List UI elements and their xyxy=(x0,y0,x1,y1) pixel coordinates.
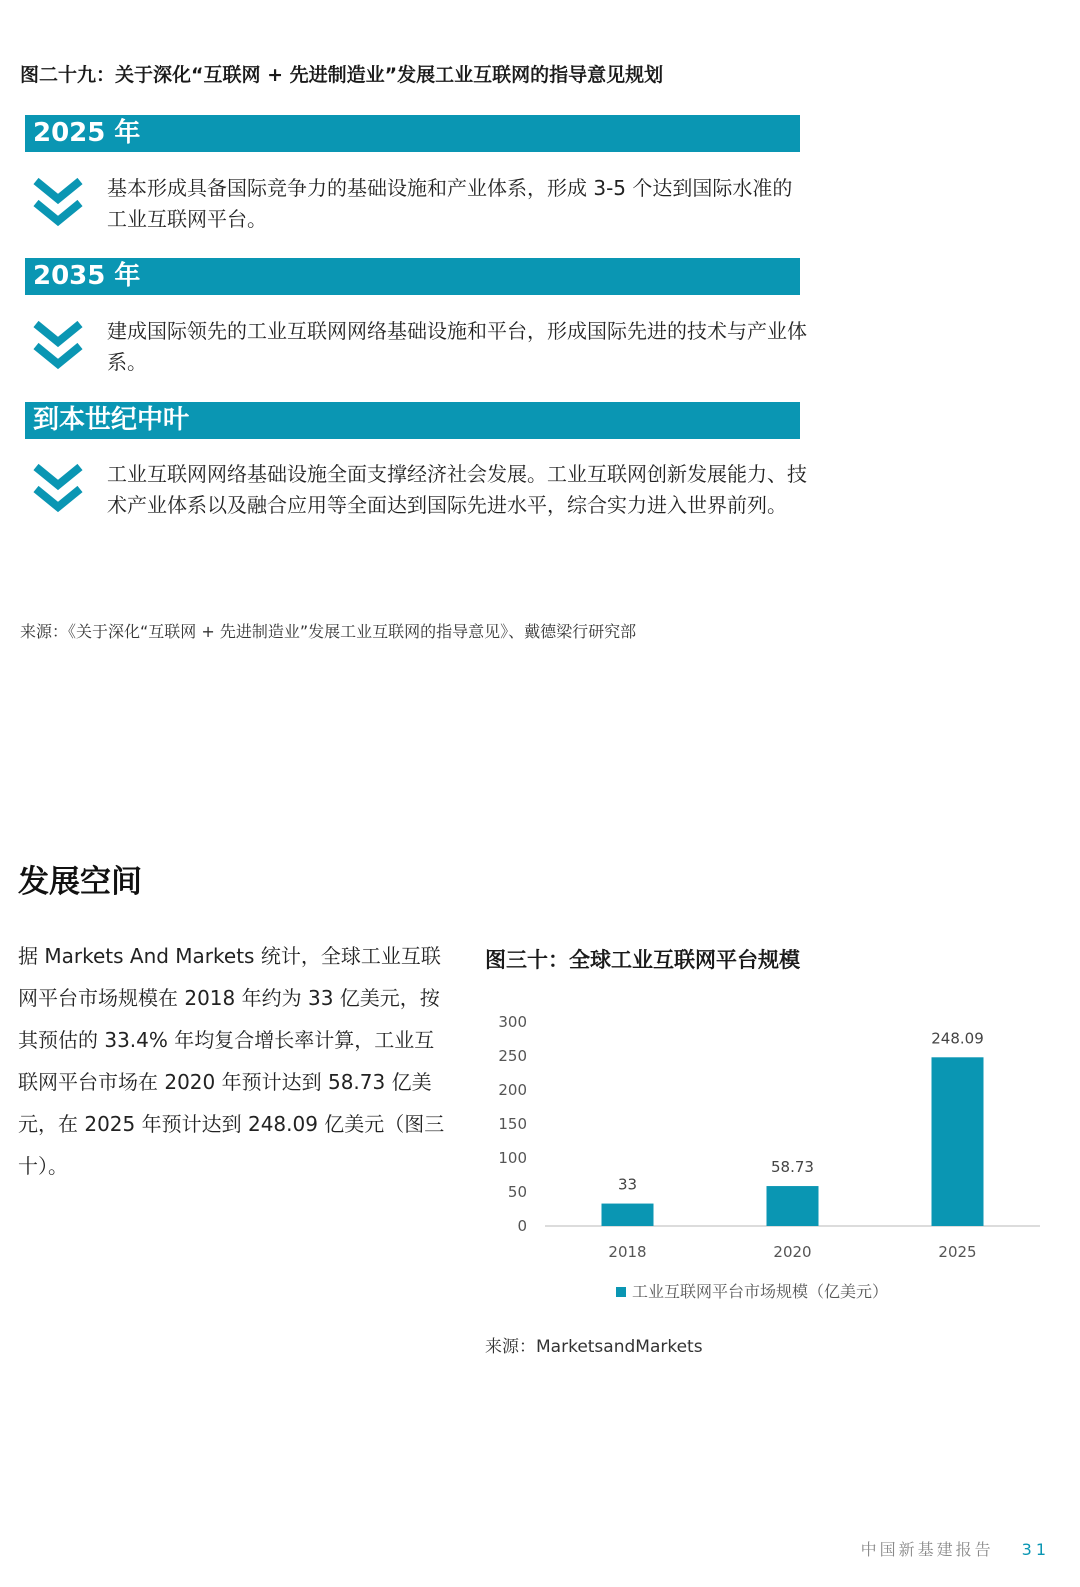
section-heading-2035: 2035 年 xyxy=(25,258,800,295)
legend-swatch xyxy=(616,1287,626,1297)
page-number: 31 xyxy=(1021,1540,1050,1559)
figure-30-source: 来源：MarketsandMarkets xyxy=(485,1337,703,1357)
chevron-down-icon xyxy=(30,319,86,375)
legend xyxy=(616,1282,888,1301)
bar xyxy=(767,1186,819,1226)
y-tick-label: 0 xyxy=(517,1217,527,1235)
x-tick-label: 2025 xyxy=(938,1243,977,1261)
x-axis-labels xyxy=(608,1243,976,1261)
y-tick-label: 100 xyxy=(498,1149,527,1167)
bar xyxy=(932,1057,984,1226)
data-label: 33 xyxy=(617,1175,638,1194)
bar-chart xyxy=(485,1000,1055,1320)
y-tick-label: 300 xyxy=(498,1013,527,1031)
section-text-2025: 基本形成具备国际竞争力的基础设施和产业体系，形成 3-5 个达到国际水准的工业互联网平台。 xyxy=(107,176,793,231)
data-label: 248.09 xyxy=(931,1029,984,1048)
report-name: 中国新基建报告 xyxy=(860,1540,994,1559)
data-label: 58.73 xyxy=(771,1158,814,1177)
section-text-2035: 建成国际领先的工业互联网网络基础设施和平台，形成国际先进的技术与产业体系。 xyxy=(107,319,807,374)
y-tick-label: 50 xyxy=(507,1183,527,1201)
y-axis-labels xyxy=(498,1013,527,1235)
figure-30-title: 图三十：全球工业互联网平台规模 xyxy=(485,948,800,972)
section-text-mid-century: 工业互联网网络基础设施全面支撑经济社会发展。工业互联网创新发展能力、技术产业体系以及融合应用等全面达到国际先进水平，综合实力进入世界前列。 xyxy=(107,462,807,517)
legend-label: 工业互联网平台市场规模（亿美元） xyxy=(632,1282,889,1301)
page-footer xyxy=(861,1537,1050,1560)
x-tick-label: 2020 xyxy=(773,1243,812,1261)
bars-group xyxy=(602,1057,984,1226)
chevron-down-icon xyxy=(30,462,86,518)
figure-29-source: 来源：《关于深化“互联网 + 先进制造业”发展工业互联网的指导意见》、戴德梁行研究部 xyxy=(20,622,637,641)
section-title: 发展空间 xyxy=(18,864,142,900)
chevron-down-icon xyxy=(30,176,86,232)
value-labels xyxy=(618,1029,984,1193)
y-tick-label: 150 xyxy=(498,1115,527,1133)
bar xyxy=(602,1204,654,1226)
section-heading-2025: 2025 年 xyxy=(25,115,800,152)
x-tick-label: 2018 xyxy=(608,1243,647,1261)
body-paragraph: 据 Markets And Markets 统计，全球工业互联网平台市场规模在 2018 年约为 33 亿美元，按其预估的 33.4% 年均复合增长率计算，工业互联网平台市场在 2020 年预计达到 58.73 亿美元，在 2025 年预计达到 248.09 亿美元（图三十）。 xyxy=(18,944,445,1178)
section-heading-mid-century: 到本世纪中叶 xyxy=(25,402,800,439)
y-tick-label: 250 xyxy=(498,1047,527,1065)
figure-29-title: 图二十九：关于深化“互联网 + 先进制造业”发展工业互联网的指导意见规划 xyxy=(20,64,664,86)
y-tick-label: 200 xyxy=(498,1081,527,1099)
